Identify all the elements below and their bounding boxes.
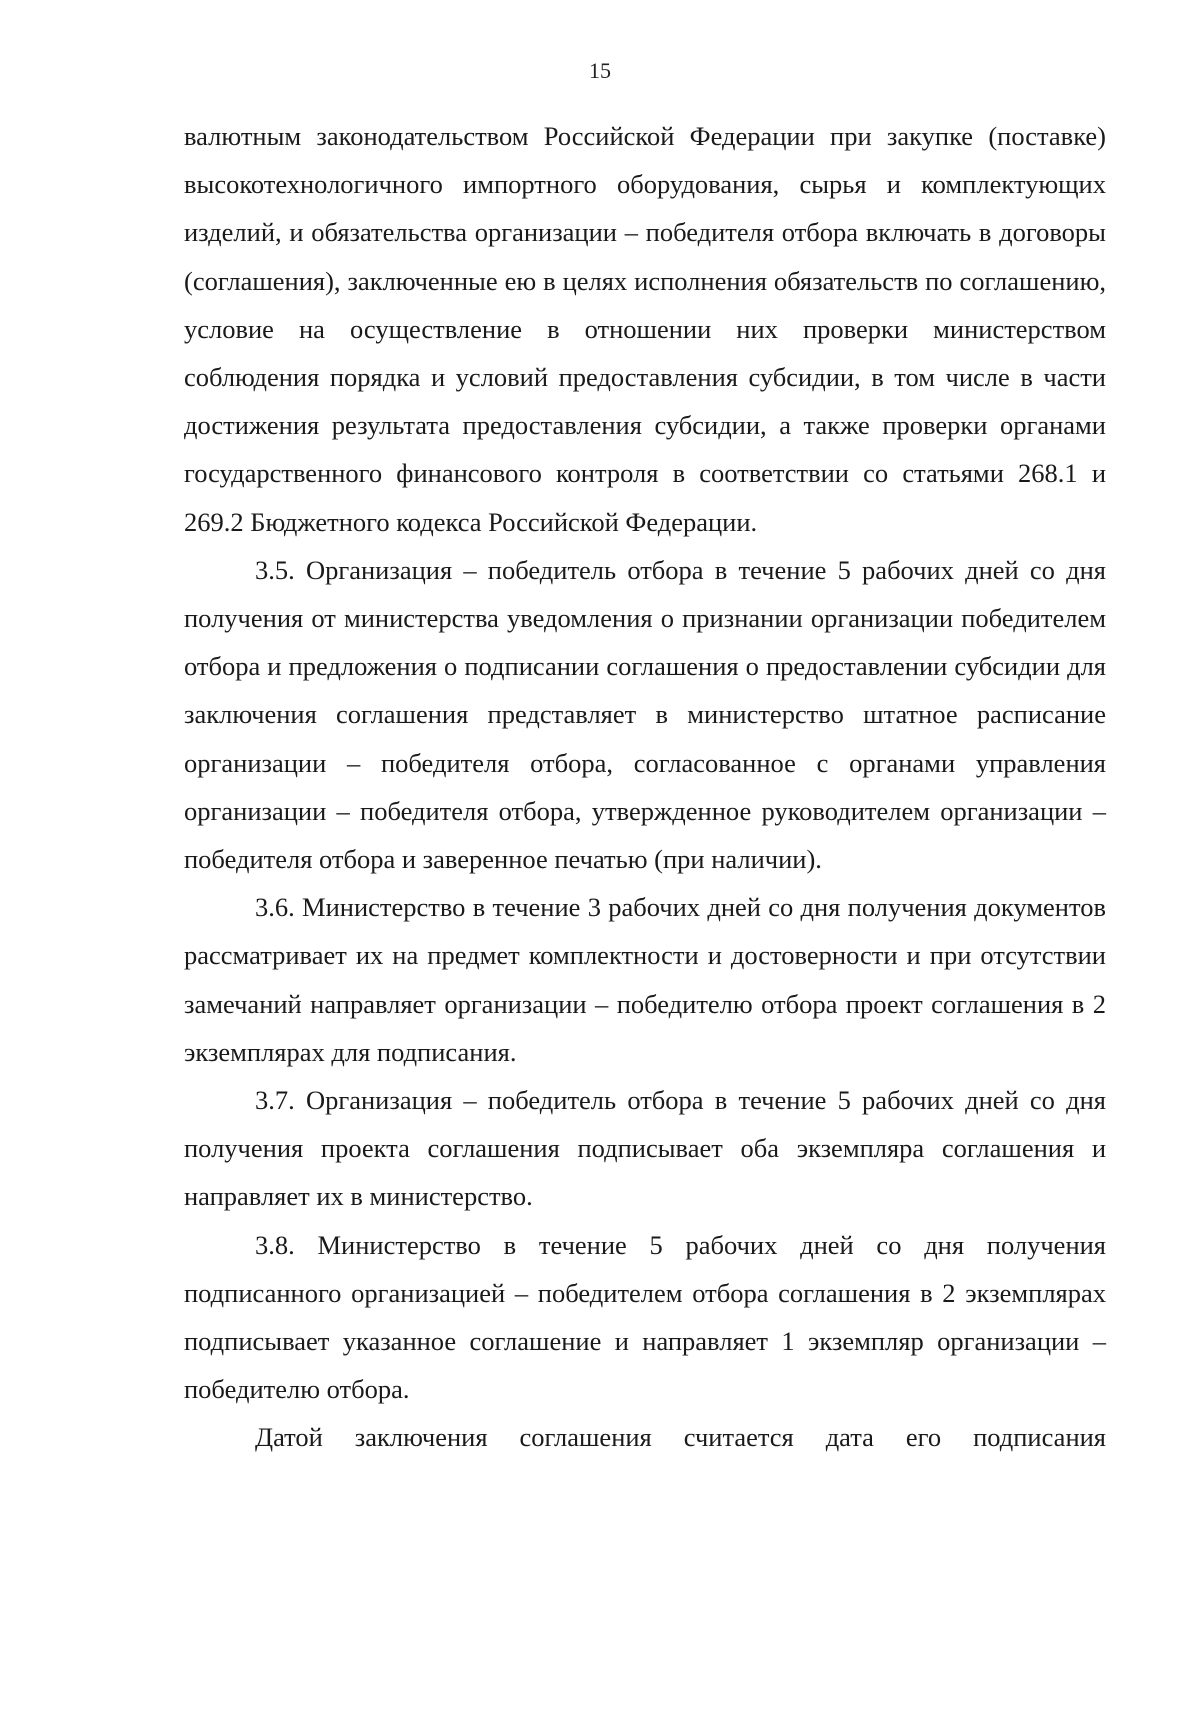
paragraph-continuation: валютным законодательством Российской Федерации при закупке (поставке) высокотехнологичного импортного оборудования, сырья и комплектующих изделий, и обязательства организации – победителя отбора включать в договоры (соглашения), заключенные ею в целях исполнения обязательств по соглашению, условие на осуществление в отношении них проверки министерством соблюдения порядка и условий предоставления субсидии, в том числе в части достижения результата предоставления субсидии, а также проверки органами государственного финансового контроля в соответствии со статьями 268.1 и 269.2 Бюджетного кодекса Российской Федерации. — [184, 121, 1106, 537]
paragraph-3-7: 3.7. Организация – победитель отбора в течение 5 рабочих дней со дня получения проекта соглашения подписывает оба экземпляра соглашения и направляет их в министерство. — [184, 1085, 1106, 1212]
paragraph-3-5: 3.5. Организация – победитель отбора в течение 5 рабочих дней со дня получения от министерства уведомления о признании организации победителем отбора и предложения о подписании соглашения о предоставлении субсидии для заключения соглашения представляет в министерство штатное расписание организации – победителя отбора, согласованное с органами управления организации – победителя отбора, утвержденное руководителем организации – победителя отбора и заверенное печатью (при наличии). — [184, 554, 1106, 875]
paragraph-3-8: 3.8. Министерство в течение 5 рабочих дней со дня получения подписанного организацией – победителем отбора соглашения в 2 экземплярах подписывает указанное соглашение и направляет 1 экземпляр организации – победителю отбора. — [184, 1229, 1106, 1405]
paragraph-agreement-date: Датой заключения соглашения считается дата его подписания — [255, 1422, 1106, 1453]
paragraph-3-6: 3.6. Министерство в течение 3 рабочих дней со дня получения документов рассматривает их на предмет комплектности и достоверности и при отсутствии замечаний направляет организации – победителю отбора проект соглашения в 2 экземплярах для подписания. — [184, 892, 1106, 1067]
page-number: 15 — [589, 58, 611, 83]
document-body — [184, 112, 1106, 1462]
